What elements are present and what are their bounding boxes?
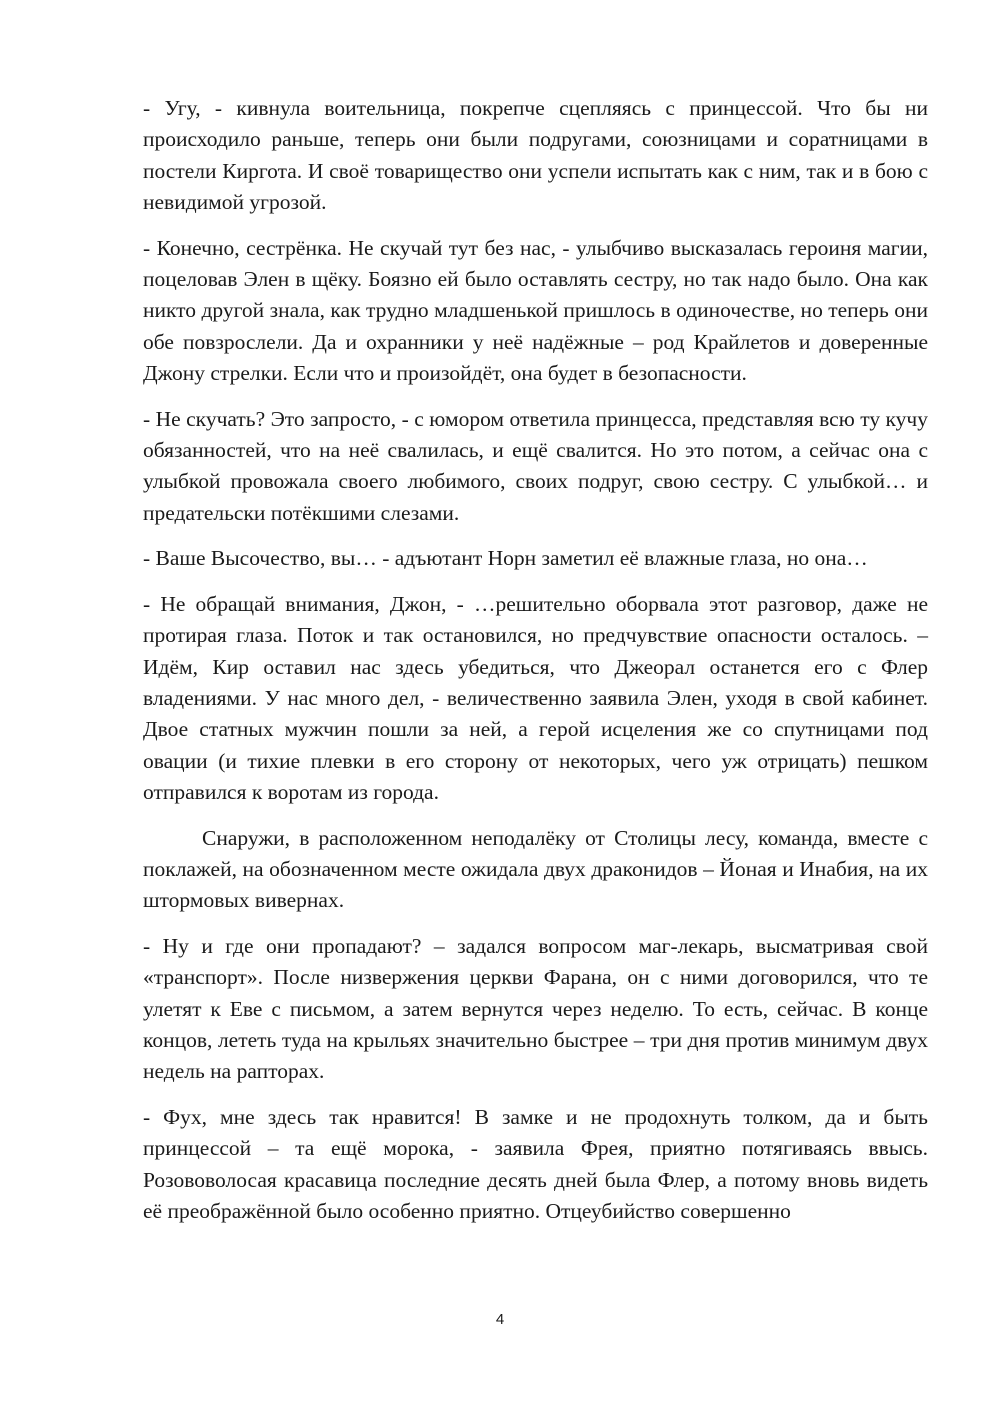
paragraph-5: - Не обращай внимания, Джон, - …решительно оборвала этот разговор, даже не протирая глаза. Поток и так остановился, но предчувствие опасности осталось. – Идём, Кир оставил нас здесь убедиться, что Джеорал останется его с Флер владениями. У нас много дел, - величественно заявила Элен, уходя в свой кабинет. Двое статных мужчин пошли за ней, а герой исцеления же со спутницами под овации (и тихие плевки в его сторону от некоторых, чего уж отрицать) пешком отправился к воротам из города.	[143, 591, 928, 805]
paragraph-6: Снаружи, в расположенном неподалёку от Столицы лесу, команда, вместе с поклажей, на обозначенном месте ожидала двух драконидов – Йоная и Инабия, на их штормовых вивернах.	[143, 825, 928, 913]
paragraph-4: - Ваше Высочество, вы… - адъютант Норн заметил её влажные глаза, но она…	[143, 546, 868, 571]
paragraph-8: - Фух, мне здесь так нравится! В замке и не продохнуть толком, да и быть принцессой – та ещё морока, - заявила Фрея, приятно потягиваясь ввысь. Розововолосая красавица последние десять дней была Флер, а потому вновь видеть её преображённой было особенно приятно. Отцеубийство совершенно	[143, 1104, 928, 1223]
paragraph-3: - Не скучать? Это запросто, - с юмором ответила принцесса, представляя всю ту кучу обязанностей, что на неё свалилась, и ещё свалится. Но это потом, а сейчас она с улыбкой провожала своего любимого, своих подруг, свою сестру. С улыбкой… и предательски потёкшими слезами.	[143, 406, 928, 525]
body-text	[143, 93, 928, 1241]
paragraph-1: - Угу, - кивнула воительница, покрепче сцепляясь с принцессой. Что бы ни происходило раньше, теперь они были подругами, союзницами и соратницами в постели Киргота. И своё товарищество они успели испытать как с ним, так и в бою с невидимой угрозой.	[143, 96, 928, 215]
page-number: 4	[495, 1311, 505, 1328]
paragraph-2: - Конечно, сестрёнка. Не скучай тут без нас, - улыбчиво высказалась героиня магии, поцеловав Элен в щёку. Боязно ей было оставлять сестру, но так надо было. Она как никто другой знала, как трудно младшенькой пришлось в одиночестве, но теперь они обе повзрослели. Да и охранники у неё надёжные – род Крайлетов и доверенные Джону стрелки. Если что и произойдёт, она будет в безопасности.	[143, 235, 928, 386]
paragraph-7: - Ну и где они пропадают? – задался вопросом маг-лекарь, высматривая свой «транспорт». После низвержения церкви Фарана, он с ними договорился, что те улетят к Еве с письмом, а затем вернутся через неделю. То есть, сейчас. В конце концов, лететь туда на крыльях значительно быстрее – три дня против минимум двух недель на рапторах.	[143, 933, 928, 1084]
